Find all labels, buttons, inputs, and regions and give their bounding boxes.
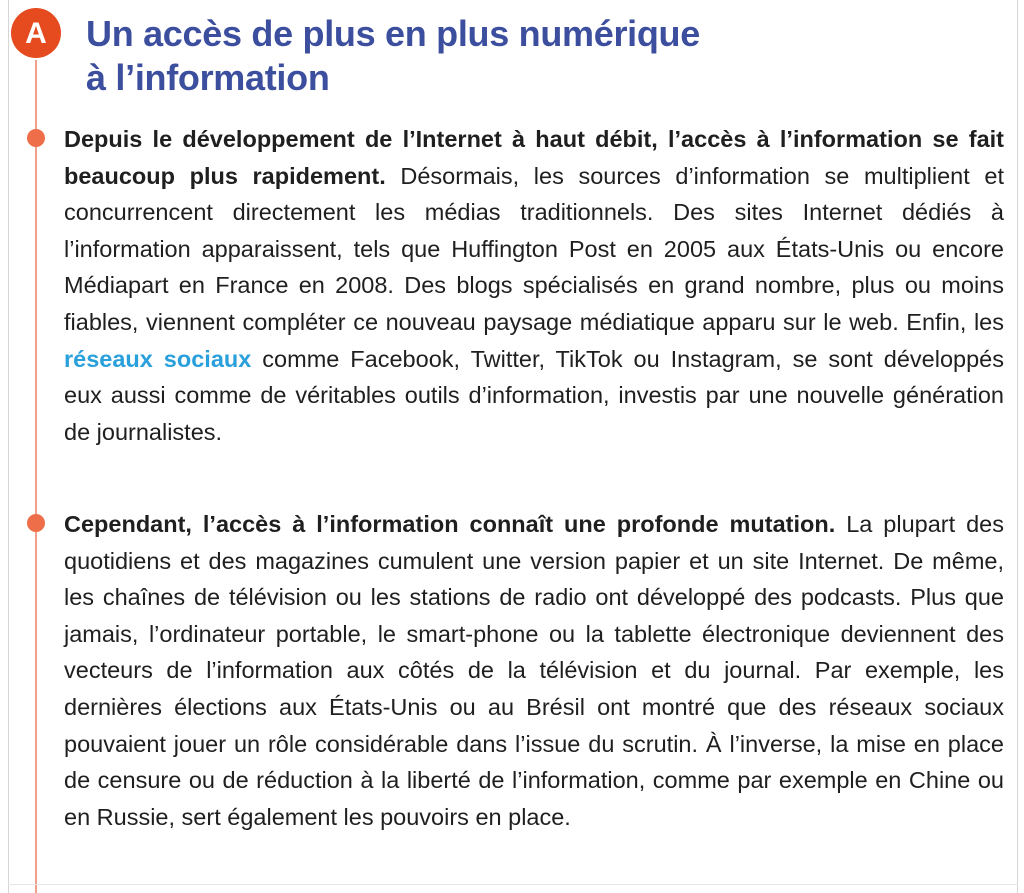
- section-badge-letter: A: [25, 17, 47, 50]
- section-title-line-2: à l’information: [86, 57, 330, 98]
- keyword-reseaux-sociaux: réseaux sociaux: [64, 345, 252, 372]
- section-badge: [11, 8, 61, 58]
- paragraph-2-text: La plupart des quotidiens et des magazines cumulent une version papier et un site Internet. De même, les chaînes de télévision ou les stations de radio ont développé des podcasts. Plus que jamais, l’ordinateur portable, le smart-phone ou la tablette électronique deviennent des vecteurs de l’information aux côtés de la télévision et du journal. Par exemple, les dernières élections aux États-Unis ou au Brésil ont montré que des réseaux sociaux pouvaient jouer un rôle considérable dans l’issue du scrutin. À l’inverse, la mise en place de censure ou de réduction à la liberté de l’information, comme par exemple en Chine ou en Russie, sert également les pouvoirs en place.: [64, 511, 1004, 830]
- timeline-line: [35, 50, 37, 893]
- bullet-dot-1: [27, 129, 45, 147]
- bottom-rule: [8, 884, 1018, 885]
- paragraph-1-text-start: Désormais, les sources d’information se multiplient et concurrencent directement les médias traditionnels. Des sites Internet dédiés à l’information apparaissent, tels que Huffington Post en 2005 aux États-Unis ou encore Médiapart en France en 2008. Des blogs spécialisés en grand nombre, plus ou moins fiables, viennent compléter ce nouveau paysage médiatique apparu sur le web. Enfin, les: [64, 162, 1004, 335]
- section-title: [86, 12, 700, 100]
- paragraph-2-lead: Cependant, l’accès à l’information connaît une profonde mutation.: [64, 511, 836, 537]
- bullet-dot-2: [27, 514, 45, 532]
- paragraph-1: [64, 121, 1004, 450]
- paragraph-1-text-end: comme Facebook, Twitter, TikTok ou Instagram, se sont développés eux aussi comme de véritables outils d’information, investis par une nouvelle génération de journalistes.: [64, 345, 1004, 445]
- paragraph-1-lead: Depuis le développement de l’Internet à haut débit, l’accès à l’information se fait beaucoup plus rapidement.: [64, 126, 1004, 189]
- section-title-line-1: Un accès de plus en plus numérique: [86, 13, 700, 54]
- paragraph-2: [64, 506, 1004, 835]
